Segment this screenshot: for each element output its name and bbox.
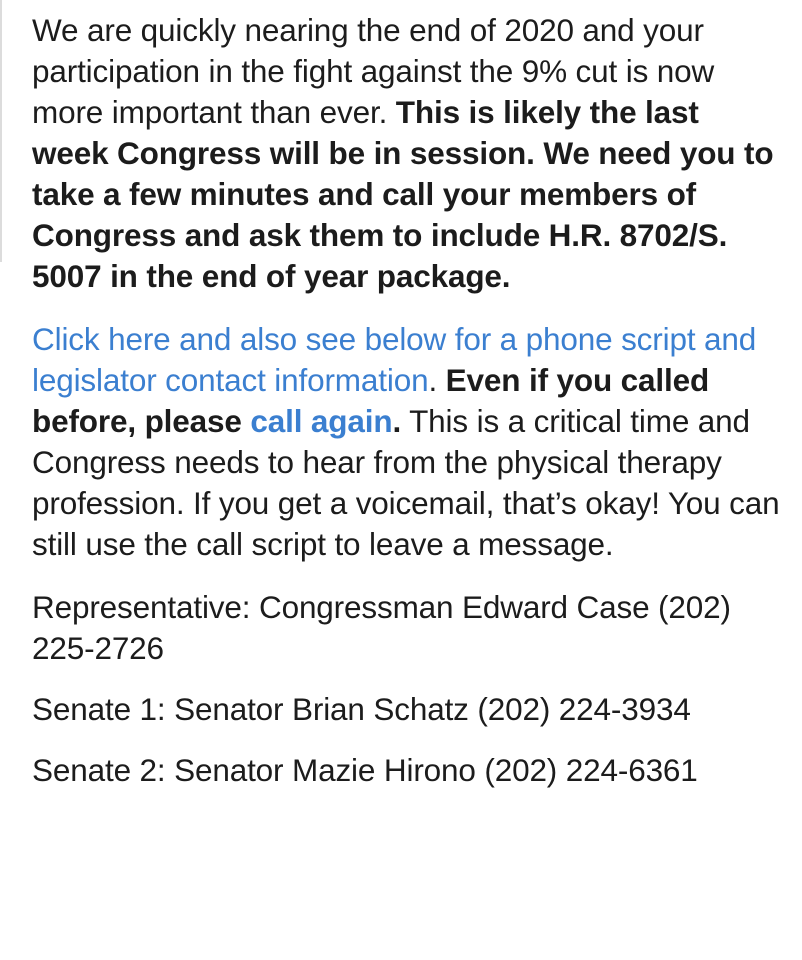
post-body <box>32 10 780 811</box>
intro-text: We are quickly nearing the end of 2020 and your participation in the fight against the 9% cut is now more important than ever. <box>32 12 715 130</box>
contact-senate-1: Senate 1: Senator Brian Schatz (202) 224-3934 <box>32 691 691 727</box>
left-divider <box>0 0 2 262</box>
call-again-period: . <box>392 403 402 439</box>
call-again-link[interactable]: call again <box>250 403 393 439</box>
paragraph-call-to-action <box>32 319 780 565</box>
paragraph-intro <box>32 10 780 297</box>
critical-time-text: This is a critical time and Congress needs to hear from the physical therapy profession. If you get a voicemail, that’s okay! You can still use the call script to leave a message. <box>32 403 780 562</box>
called-before-bold-text: Even if you called before, please <box>32 362 710 439</box>
click-here-link[interactable]: Click here and also see below for a phone script and legislator contact information <box>32 321 757 398</box>
link-period: . <box>428 362 438 398</box>
contact-senate-2: Senate 2: Senator Mazie Hirono (202) 224-6361 <box>32 752 698 788</box>
contact-representative: Representative: Congressman Edward Case (202) 225-2726 <box>32 589 731 666</box>
intro-bold-text: This is likely the last week Congress will be in session. We need you to take a few minutes and call your members of Congress and ask them to include H.R. 8702/S. 5007 in the end of year package. <box>32 94 774 294</box>
